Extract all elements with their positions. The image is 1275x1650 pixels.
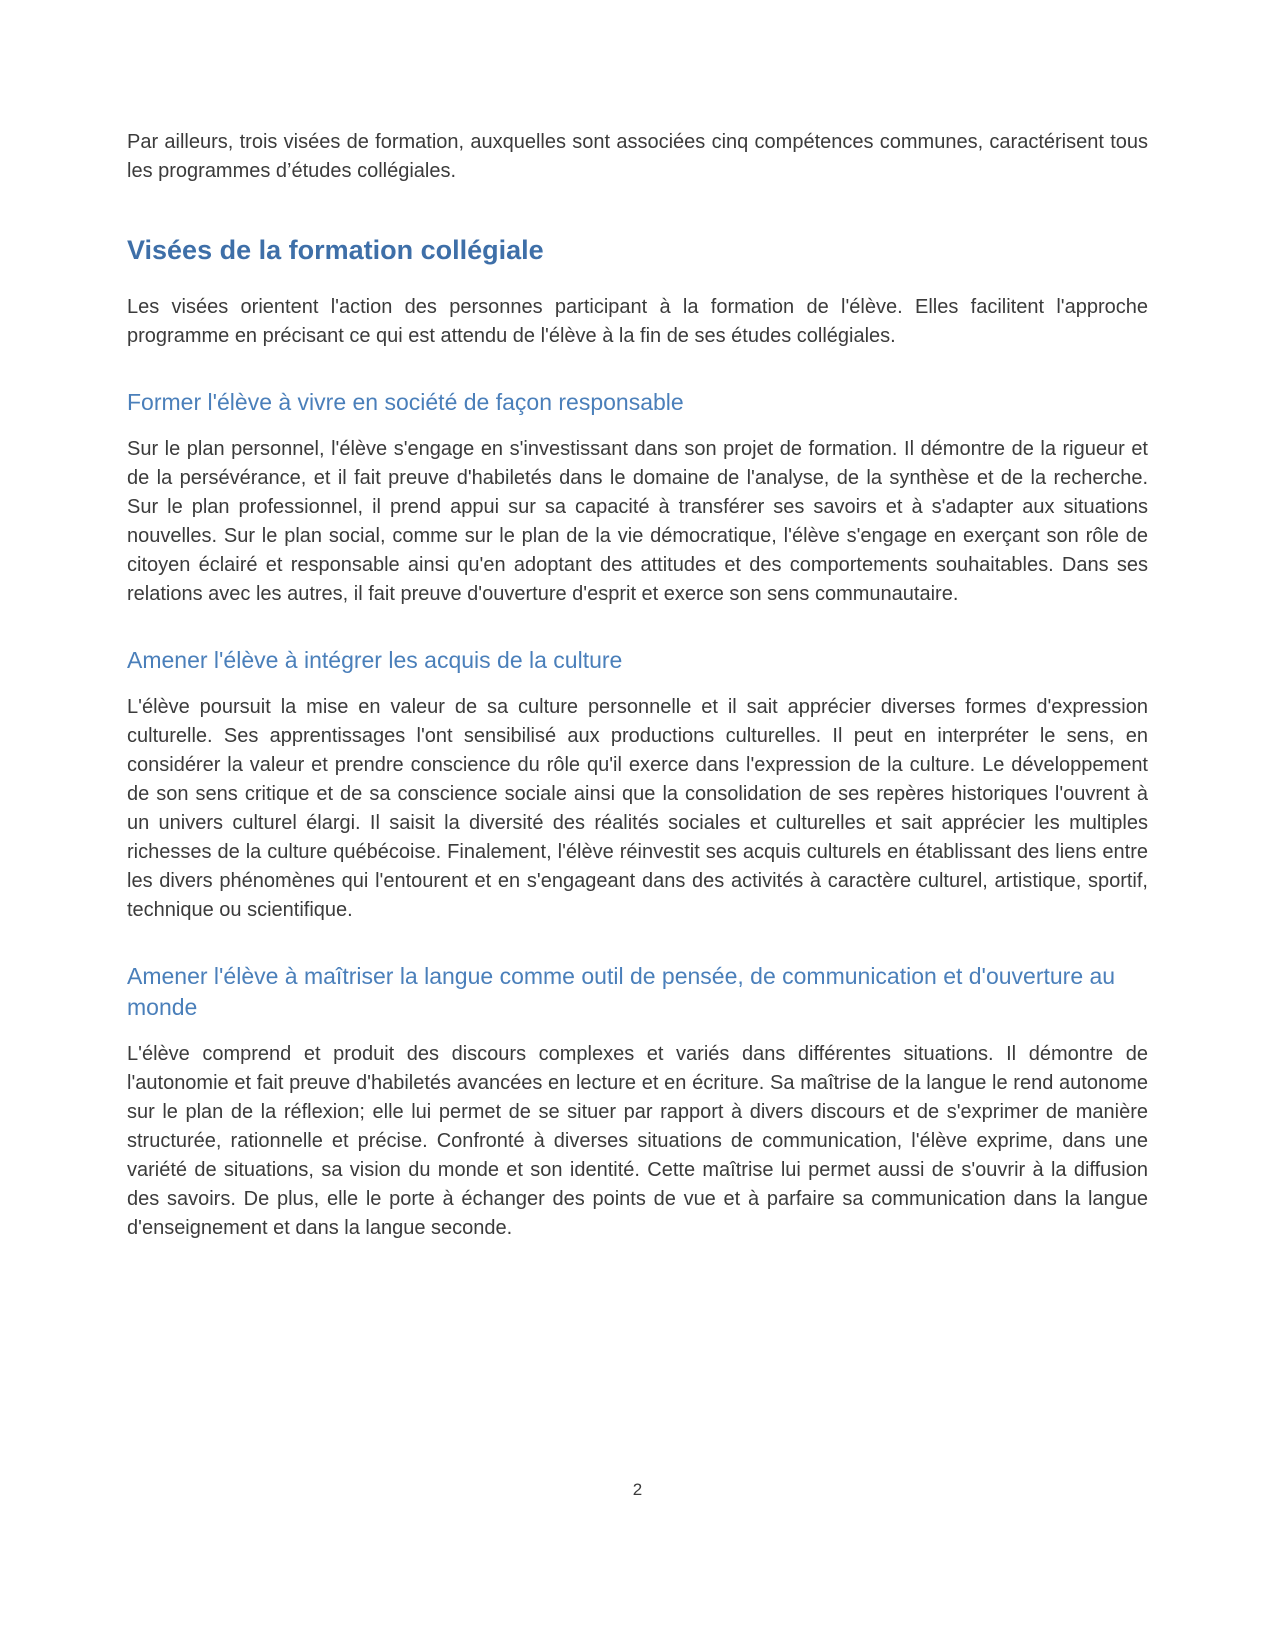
subsection-body-responsable: Sur le plan personnel, l'élève s'engage en s'investissant dans son projet de formation. Il démontre de la rigueur et de la persévérance, et il fait preuve d'habiletés dans le domaine de l'analyse, de la synthèse et de la recherche. Sur le plan professionnel, il prend appui sur sa capacité à transférer ses savoirs et à s'adapter aux situations nouvelles. Sur le plan social, comme sur le plan de la vie démocratique, l'élève s'engage en exerçant son rôle de citoyen éclairé et responsable ainsi qu'en adoptant des attitudes et des comportements souhaitables. Dans ses relations avec les autres, il fait preuve d'ouverture d'esprit et exerce son sens communautaire. (127, 438, 1148, 605)
subsection-heading-culture: Amener l'élève à intégrer les acquis de la culture (127, 647, 623, 673)
page-number: 2 (632, 1480, 643, 1499)
subsection-body-langue: L'élève comprend et produit des discours complexes et variés dans différentes situations. Il démontre de l'autonomie et fait preuve d'habiletés avancées en lecture et en écriture. Sa maîtrise de la langue le rend autonome sur le plan de la réflexion; elle lui permet de se situer par rapport à divers discours et de s'exprimer de manière structurée, rationnelle et précise. Confronté à diverses situations de communication, l'élève exprime, dans une variété de situations, sa vision du monde et son identité. Cette maîtrise lui permet aussi de s'ouvrir à la diffusion des savoirs. De plus, elle le porte à échanger des points de vue et à parfaire sa communication dans la langue d'enseignement et dans la langue seconde. (127, 1043, 1148, 1239)
intro-paragraph: Par ailleurs, trois visées de formation, auxquelles sont associées cinq compétences communes, caractérisent tous les programmes d’études collégiales. (127, 131, 1148, 182)
subsection-heading-responsable: Former l'élève à vivre en société de façon responsable (127, 389, 684, 415)
lead-paragraph: Les visées orientent l'action des personnes participant à la formation de l'élève. Elles facilitent l'approche programme en précisant ce qui est attendu de l'élève à la fin de ses études collégiales. (127, 296, 1148, 347)
subsection-heading-langue: Amener l'élève à maîtriser la langue comme outil de pensée, de communication et d'ouverture au monde (127, 963, 1116, 1020)
main-heading: Visées de la formation collégiale (127, 235, 544, 265)
subsection-body-culture: L'élève poursuit la mise en valeur de sa culture personnelle et il sait apprécier diverses formes d'expression culturelle. Ses apprentissages l'ont sensibilisé aux productions culturelles. Il peut en interpréter le sens, en considérer la valeur et prendre conscience du rôle qu'il exerce dans l'expression de la culture. Le développement de son sens critique et de sa conscience sociale ainsi que la consolidation de ses repères historiques l'ouvrent à un univers culturel élargi. Il saisit la diversité des réalités sociales et culturelles et sait apprécier les multiples richesses de la culture québécoise. Finalement, l'élève réinvestit ses acquis culturels en établissant des liens entre les divers phénomènes qui l'entourent et en s'engageant dans des activités à caractère culturel, artistique, sportif, technique ou scientifique. (127, 696, 1148, 921)
